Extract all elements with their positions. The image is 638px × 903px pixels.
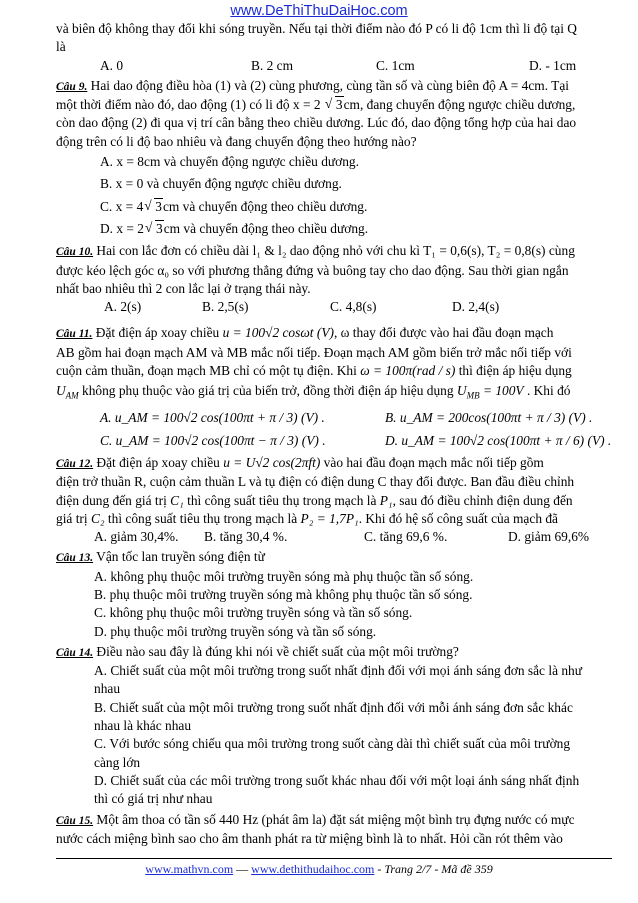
q12-option-b: B. tăng 30,4 %. [204, 529, 288, 545]
q12-option-a: A. giảm 30,4%. [94, 529, 179, 545]
q8-option-a: A. 0 [100, 57, 124, 73]
q14-option-d: D. Chiết suất của các môi trường trong suốt khác nhau đối với một loại ánh sáng nhất định thì có giá trị như nhau [94, 772, 580, 807]
site-header [0, 3, 638, 19]
q9-option-a: A. x = 8cm và chuyển động ngược chiều dương. [100, 154, 359, 170]
exam-content [56, 20, 612, 848]
q11-option-a: A. u_AM = 100√2 cos(100πt + π / 3) (V) . [100, 410, 325, 426]
q9-option-b: B. x = 0 và chuyển động ngược chiều dương. [100, 176, 342, 192]
q14-number: Câu 14. [56, 646, 94, 659]
q10-number: Câu 10. [56, 246, 94, 259]
q9-number: Câu 9. [56, 80, 88, 93]
q10-option-d: D. 2,4(s) [452, 299, 500, 315]
q14-option-a: A. Chiết suất của một môi trường trong suốt nhất định đối với mọi ánh sáng đơn sắc là như nhau [94, 663, 583, 697]
q10-option-c: C. 4,8(s) [330, 299, 377, 315]
q10-text-line-2: được kéo lệch góc α₀ so với phương thẳng đứng và buông tay cho dao động. Sau thời gian ngắn [56, 262, 569, 278]
q13-option-d: D. phụ thuộc môi trường truyền sóng và tần số sóng. [94, 623, 377, 639]
site-header-link[interactable]: www.DeThiThuDaiHoc.com [230, 3, 408, 19]
q11-option-c: C. u_AM = 100√2 cos(100πt − π / 3) (V) . [100, 432, 326, 448]
question-15: Câu 15. Một âm thoa có tần số 440 Hz (phát âm la) đặt sát miệng một bình trụ đựng nước có mực nước cách miệng bình sao cho âm thanh phát ra từ miệng bình là to nhất. Hỏi cần rót thêm vào [56, 811, 612, 849]
footer-link-dethithudaihoc[interactable]: www.dethithudaihoc.com [251, 862, 375, 876]
q13-option-a: A. không phụ thuộc môi trường truyền sóng mà phụ thuộc tần số sóng. [94, 568, 474, 584]
q9-option-c: C. x = 4√ 3cm và chuyển động theo chiều dương. [56, 198, 612, 216]
q12-text-line-2: điện trở thuần R, cuộn cảm thuần L và tụ điện có điện dung C thay đổi được. Ban đầu điều chỉnh [56, 474, 575, 490]
q9-text-line-3: còn dao động (2) đi qua vị trí cân bằng theo chiều dương. Lúc đó, dao động tổng hợp của hai dao [56, 115, 577, 131]
q9-option-d: D. x = 2√ 3cm và chuyển động theo chiều dương. [56, 220, 612, 238]
q12-option-d: D. giảm 69,6% [508, 529, 590, 545]
q11-text-line-2: AB gồm hai đoạn mạch AM và MB mắc nối tiếp. Đoạn mạch AM gồm biến trở mắc nối tiếp với [56, 344, 572, 360]
q11-option-b: B. u_AM = 200cos(100πt + π / 3) (V) . [385, 410, 593, 426]
q8-text-line-1: và biên độ không thay đổi khi sóng truyền. Nếu tại thời điểm nào đó P có li độ 1cm thì li độ tại Q [56, 21, 577, 36]
q15-number: Câu 15. [56, 814, 94, 827]
q10-option-b: B. 2,5(s) [202, 299, 249, 315]
q11-option-d: D. u_AM = 100√2 cos(100πt + π / 6) (V) . [385, 432, 612, 448]
footer-divider [56, 858, 612, 859]
q13-option-c: C. không phụ thuộc môi trường truyền sóng và tần số sóng. [94, 605, 413, 621]
q8-text-line-2: là [56, 39, 66, 55]
question-14: Câu 14. Điều nào sau đây là đúng khi nói về chiết suất của một môi trường? A. Chiết suất của một môi trường trong suốt nhất định đối với mọi ánh sáng đơn sắc là như nhau B. Chiết suất của một môi trường trong suốt nhất định đối với mỗi ánh sáng đơn sắc khác nhau là khác nhau C. Với bước sóng chiếu qua môi trường trong suốt càng dài thì chiết suất của môi trường càng lớn D. Chiết suất của các môi trường trong suốt khác nhau đối với một loại ánh sáng nhất định thì có giá trị như nhau [56, 643, 612, 809]
question-13: Câu 13. Vận tốc lan truyền sóng điện từ A. không phụ thuộc môi trường truyền sóng mà phụ thuộc tần số sóng. B. phụ thuộc môi trường truyền sóng mà không phụ thuộc tần số sóng. C. không phụ thuộc môi trường truyền sóng và tần số sóng. D. phụ thuộc môi trường truyền sóng và tần số sóng. [56, 548, 612, 640]
sqrt-symbol: √ 3 [326, 96, 344, 114]
q12-formula-u: u = U√2 cos(2πft) [223, 454, 321, 470]
question-11: Câu 11. Đặt điện áp xoay chiều u = 100√2 cosωt (V), ω thay đổi được vào hai đầu đoạn mạch AB gồm hai đoạn mạch AM và MB mắc nối tiếp. Đoạn mạch AM gồm biến trở mắc nối tiếp với cuộn cảm thuần, đoạn mạch MB chỉ có một tụ điện. Khi ω = 100π(rad / s) thì điện áp hiệu dụng $U_{AM}$ không phụ thuộc vào giá trị của biến trở, đồng thời điện áp hiệu dụng $U_{MB} = 100V$ . Khi đó A. u_AM = 100√2 cos(100πt + π / 3) (V) . B. u_AM = 200cos(100πt + π / 3) (V) . C. u_AM = 100√2 cos(100πt − π / 3) (V) . D. u_AM = 100√2 cos(100πt + π / 6) (V) . [56, 324, 612, 449]
q14-option-b: B. Chiết suất của một môi trường trong suốt nhất định đối với mỗi ánh sáng đơn sắc khác nhau là khác nhau [94, 699, 573, 734]
q9-text-line-1: Hai dao động điều hòa (1) và (2) cùng phương, cùng tần số và cùng biên độ A = 4cm. Tại [87, 77, 569, 93]
q11-formula-omega: ω = 100π(rad / s) [360, 363, 456, 379]
footer-link-mathvn[interactable]: www.mathvn.com [145, 862, 234, 876]
question-8-continuation [56, 20, 612, 75]
q8-option-c: C. 1cm [376, 57, 415, 73]
q12-options [56, 528, 612, 546]
question-9 [56, 77, 612, 238]
q12-option-c: C. tăng 69,6 %. [364, 529, 448, 545]
q9-text-line-2b: cm, đang chuyển động ngược chiều dương, [343, 97, 576, 113]
q13-option-b: B. phụ thuộc môi trường truyền sóng mà không phụ thuộc tần số sóng. [94, 586, 473, 602]
q8-option-b: B. 2 cm [251, 57, 294, 73]
q11-formula-u: u = 100√2 cosωt (V) [222, 325, 334, 341]
q13-number: Câu 13. [56, 552, 94, 565]
q10-option-a: A. 2(s) [104, 299, 142, 315]
footer-page-info: - Trang 2/7 - Mã đề 359 [374, 862, 493, 876]
question-12: Câu 12. Đặt điện áp xoay chiều u = U√2 cos(2πft) vào hai đầu đoạn mạch mắc nối tiếp gồm điện trở thuần R, cuộn cảm thuần L và tụ điện có điện dung C thay đổi được. Ban đầu điều chỉnh điện dung đến giá trị C₁ thì công suất tiêu thụ trong mạch là P₁, sau đó điều chỉnh điện dung đến giá trị C₂ thì công suất tiêu thụ trong mạch là P₂ = 1,7P₁. Khi đó hệ số công suất của mạch đã A. giảm 30,4%. B. tăng 30,4 %. C. tăng 69,6 %. D. giảm 69,6% [56, 454, 612, 546]
q11-number: Câu 11. [56, 328, 93, 341]
q10-text-line-1: Hai con lắc đơn có chiều dài l₁ & l₂ dao động nhỏ với chu kì T₁ = 0,6(s), T₂ = 0,8(s) cùng [93, 243, 575, 259]
q14-option-c: C. Với bước sóng chiếu qua môi trường trong suốt càng dài thì chiết suất của môi trường càng lớn [94, 736, 571, 770]
q10-options [56, 298, 612, 316]
q8-options [56, 57, 612, 75]
question-10 [56, 242, 612, 316]
q12-number: Câu 12. [56, 457, 94, 470]
q9-text-line-2a: một thời điểm nào đó, dao động (1) có li độ x = 2 [56, 97, 324, 113]
q9-text-line-4: động trên có li độ bao nhiêu và đang chuyển động theo hướng nào? [56, 133, 417, 149]
q15-text-line-2: nước cách miệng bình sao cho âm thanh phát ra từ miệng bình là to nhất. Hỏi cần rót thêm vào [56, 830, 563, 846]
page-footer: www.mathvn.com — www.dethithudaihoc.com - Trang 2/7 - Mã đề 359 [145, 862, 493, 876]
q11-options [56, 409, 612, 450]
q10-text-line-3: nhất bao nhiêu thì 2 con lắc lại ở trạng thái này. [56, 280, 311, 296]
q8-option-d: D. - 1cm [529, 57, 577, 73]
